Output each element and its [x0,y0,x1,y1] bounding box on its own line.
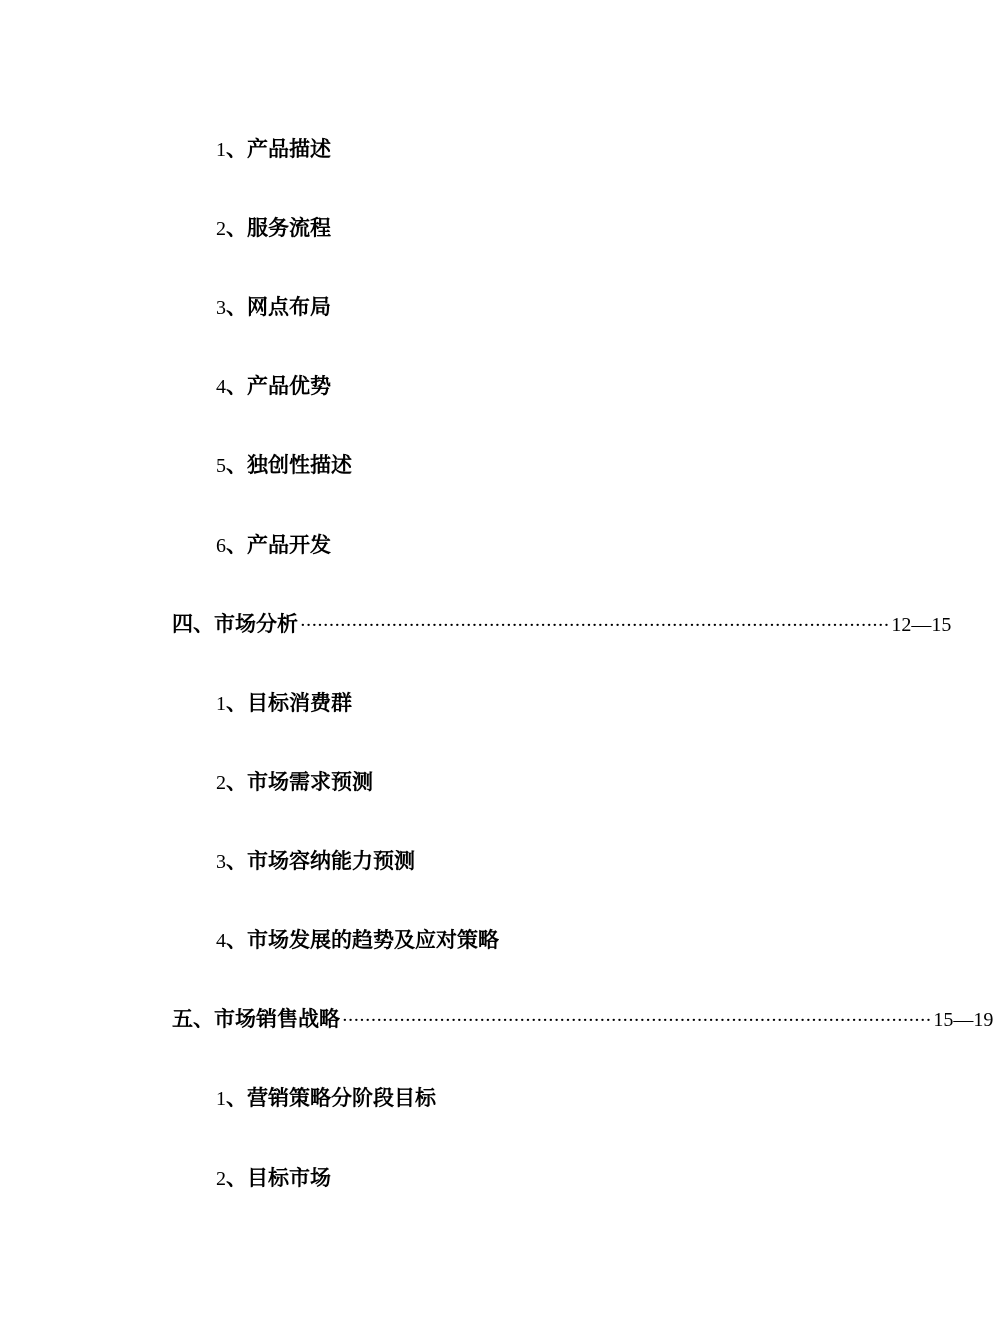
toc-section-sales-strategy [172,1004,993,1034]
page-range: 12—15 [891,614,952,636]
item-text: 产品优势 [247,373,331,398]
toc-subitem-demand-forecast [216,767,373,797]
item-text: 产品开发 [247,532,331,557]
toc-subitem-product-description [216,134,331,164]
section-title: 四、市场分析 [172,611,298,636]
toc-subitem-network-layout [216,292,331,322]
dot-leader: ······································································································· [342,1010,932,1031]
item-separator: 、 [226,532,247,557]
item-text: 目标消费群 [247,690,352,715]
toc-section-market-analysis [172,609,952,639]
item-number: 4 [216,376,226,398]
toc-subitem-target-market [216,1163,331,1193]
item-text: 独创性描述 [247,452,352,477]
item-separator: 、 [226,848,247,873]
item-separator: 、 [226,452,247,477]
toc-subitem-target-consumers [216,688,352,718]
item-number: 5 [216,455,226,477]
item-number: 2 [216,772,226,794]
item-separator: 、 [226,215,247,240]
item-text: 市场发展的趋势及应对策略 [247,927,499,952]
item-separator: 、 [226,927,247,952]
item-text: 网点布局 [247,294,331,319]
item-text: 市场容纳能力预测 [247,848,415,873]
item-separator: 、 [226,690,247,715]
toc-subitem-service-process [216,213,331,243]
item-text: 产品描述 [247,136,331,161]
item-separator: 、 [226,1165,247,1190]
item-text: 目标市场 [247,1165,331,1190]
item-text: 营销策略分阶段目标 [247,1085,436,1110]
item-number: 4 [216,930,226,952]
item-separator: 、 [226,373,247,398]
page-range: 15—19 [933,1009,993,1031]
item-number: 2 [216,1168,226,1190]
toc-subitem-capacity-forecast [216,846,415,876]
item-separator: 、 [226,294,247,319]
item-separator: 、 [226,136,247,161]
item-number: 3 [216,851,226,873]
dot-leader: ······································································································· [300,615,890,636]
item-number: 1 [216,139,226,161]
item-number: 3 [216,297,226,319]
item-text: 服务流程 [247,215,331,240]
item-text: 市场需求预测 [247,769,373,794]
item-number: 6 [216,535,226,557]
toc-subitem-originality [216,450,352,480]
item-number: 2 [216,218,226,240]
toc-subitem-market-trends [216,925,499,955]
section-title: 五、市场销售战略 [172,1006,340,1031]
item-separator: 、 [226,769,247,794]
item-number: 1 [216,1088,226,1110]
toc-subitem-product-development [216,530,331,560]
item-separator: 、 [226,1085,247,1110]
toc-subitem-marketing-goals [216,1083,436,1113]
toc-subitem-product-advantages [216,371,331,401]
item-number: 1 [216,693,226,715]
